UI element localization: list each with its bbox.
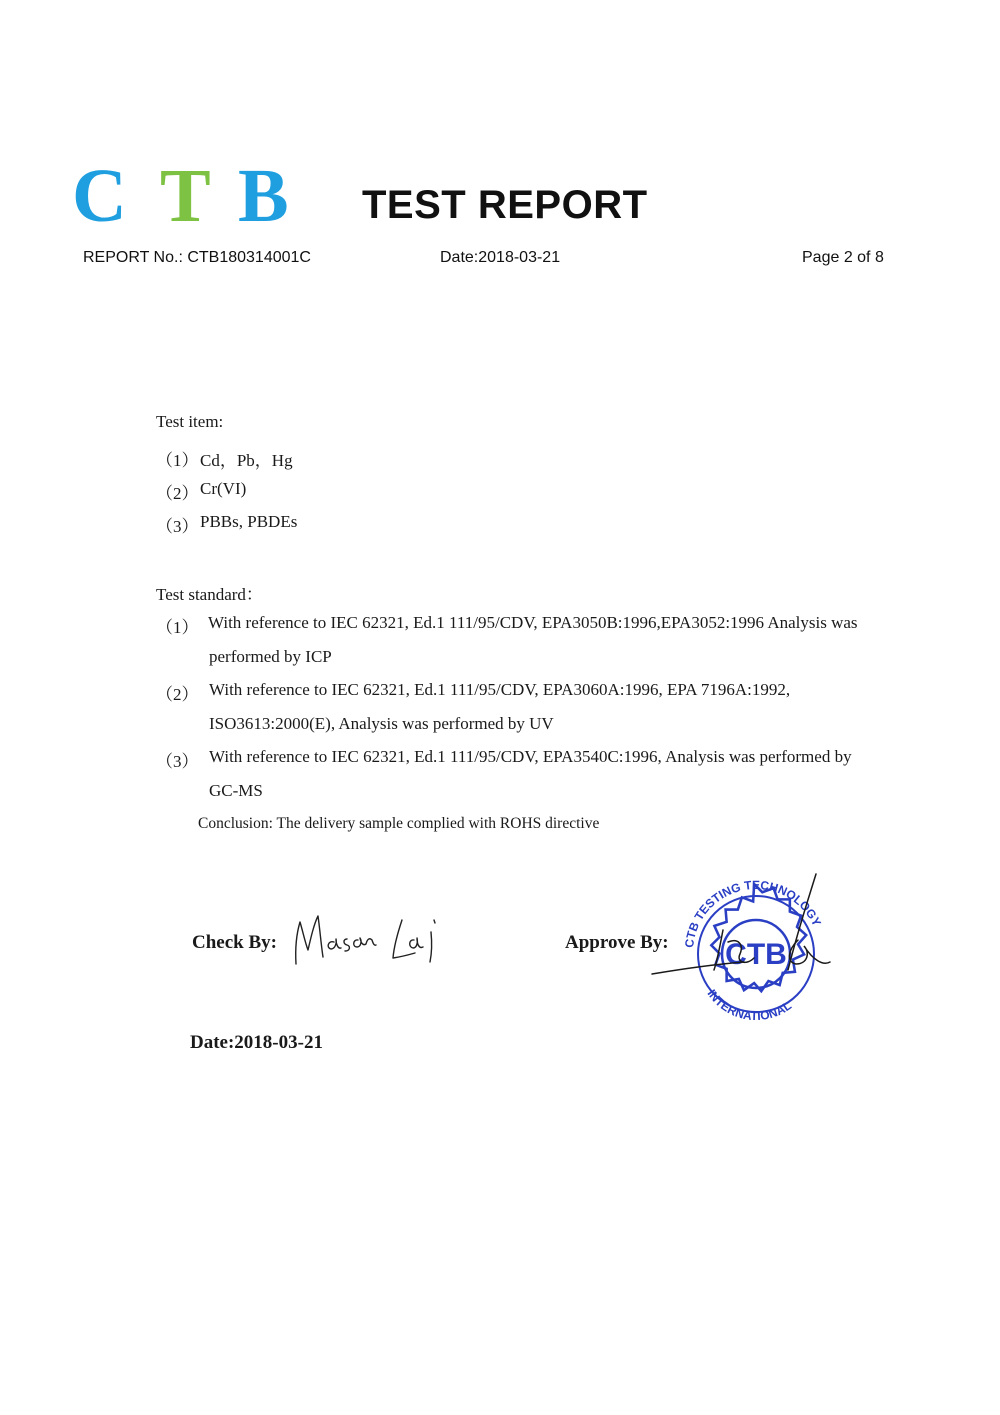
item-number: （2） (156, 484, 199, 503)
standard-line-2: performed by ICP (209, 647, 332, 666)
ctb-logo (72, 163, 312, 227)
test-standard-1 (156, 613, 936, 673)
conclusion: Conclusion: The delivery sample complied with ROHS directive (198, 815, 600, 832)
svg-text:C: C (72, 163, 127, 227)
test-item-2 (156, 479, 456, 503)
test-standard-3 (156, 747, 936, 807)
svg-text:CTB TESTING TECHNOLOGY: CTB TESTING TECHNOLOGY (682, 877, 824, 949)
standard-line-2: ISO3613:2000(E), Analysis was performed by UV (209, 714, 554, 733)
test-standard-2 (156, 680, 936, 740)
svg-text:T: T (160, 163, 211, 227)
item-number: （1） (156, 451, 199, 470)
standard-line-1: With reference to IEC 62321, Ed.1 111/95/CDV, EPA3050B:1996,EPA3052:1996 Analysis was (208, 613, 858, 632)
item-text: Cr(VI) (200, 479, 247, 498)
standard-number: （2） (156, 685, 199, 704)
standard-number: （1） (156, 618, 199, 637)
standard-line-2: GC-MS (209, 781, 263, 800)
page-number: Page 2 of 8 (802, 249, 884, 266)
report-number: REPORT No.: CTB180314001C (83, 249, 311, 266)
check-by-label: Check By: (192, 932, 277, 953)
approve-by-label: Approve By: (565, 932, 669, 953)
handwritten-signature (290, 902, 450, 972)
test-item-heading: Test item: (156, 412, 224, 431)
standard-number: （3） (156, 752, 199, 771)
test-item-3 (156, 512, 456, 536)
check-signature (290, 902, 450, 972)
svg-text:B: B (238, 163, 289, 227)
report-title: TEST REPORT (362, 183, 648, 227)
ctb-logo-graphic (72, 163, 312, 227)
stamp-seal (648, 870, 833, 1030)
standard-line-1: With reference to IEC 62321, Ed.1 111/95/CDV, EPA3540C:1996, Analysis was performed by (209, 747, 852, 766)
company-stamp (648, 870, 833, 1030)
test-standard-heading: Test standard： (156, 585, 263, 604)
report-date: Date:2018-03-21 (440, 249, 561, 266)
standard-line-1: With reference to IEC 62321, Ed.1 111/95/CDV, EPA3060A:1996, EPA 7196A:1992, (209, 680, 791, 699)
item-text: PBBs, PBDEs (200, 512, 298, 531)
signoff-date: Date:2018-03-21 (190, 1032, 323, 1053)
stamp-center-text: CTB (725, 938, 787, 971)
item-number: （3） (156, 517, 199, 536)
test-item-1 (156, 446, 456, 470)
svg-text:INTERNATIONAL: INTERNATIONAL (704, 986, 794, 1024)
item-text: Cd，Pb，Hg (200, 451, 293, 470)
